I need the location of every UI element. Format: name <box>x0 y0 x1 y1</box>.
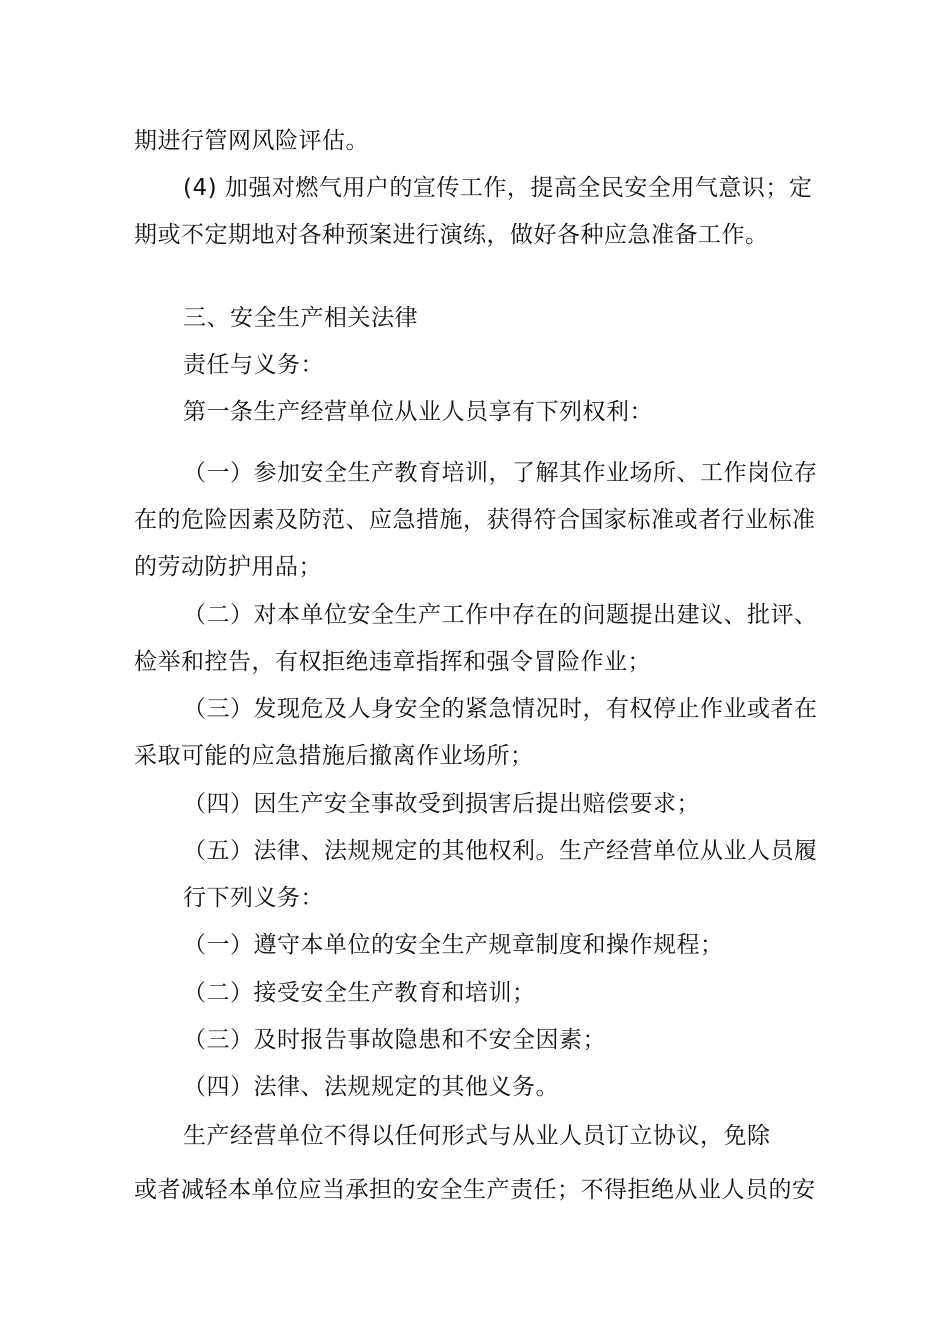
text-line: 期或不定期地对各种预案进行演练，做好各种应急准备工作。 <box>134 222 769 248</box>
text-line: （四）因生产安全事故受到损害后提出赔偿要求； <box>183 791 700 817</box>
text-line: (4) 加强对燃气用户的宣传工作，提高全民安全用气意识；定 <box>183 175 813 201</box>
text-line: 责任与义务： <box>183 352 324 378</box>
text-line: （四）法律、法规规定的其他义务。 <box>183 1074 559 1100</box>
text-line: （一）遵守本单位的安全生产规章制度和操作规程； <box>183 932 724 958</box>
text-line: 行下列义务： <box>183 885 324 911</box>
text-line: 期进行管网风险评估。 <box>134 128 369 154</box>
text-line: 生产经营单位不得以任何形式与从业人员订立协议，免除 <box>183 1123 771 1149</box>
text-line: 检举和控告，有权拒绝违章指挥和强令冒险作业； <box>134 649 651 675</box>
text-line: 第一条生产经营单位从业人员享有下列权利： <box>183 399 653 425</box>
text-line: 采取可能的应急措施后撤离作业场所； <box>134 743 534 769</box>
section-heading: 三、安全生产相关法律 <box>183 305 418 331</box>
text-line: 在的危险因素及防范、应急措施，获得符合国家标准或者行业标准 <box>134 507 816 533</box>
text-line: （二）接受安全生产教育和培训； <box>183 980 536 1006</box>
text-line: （二）对本单位安全生产工作中存在的问题提出建议、批评、 <box>183 602 818 628</box>
text-line: （一）参加安全生产教育培训，了解其作业场所、工作岗位存 <box>183 460 818 486</box>
text-line: （三）发现危及人身安全的紧急情况时，有权停止作业或者在 <box>183 696 818 722</box>
text-line: （三）及时报告事故隐患和不安全因素； <box>183 1027 606 1053</box>
text-line: 或者减轻本单位应当承担的安全生产责任；不得拒绝从业人员的安 <box>134 1177 816 1203</box>
text-line: （五）法律、法规规定的其他权利。生产经营单位从业人员履 <box>183 838 818 864</box>
text-line: 的劳动防护用品； <box>134 554 322 580</box>
